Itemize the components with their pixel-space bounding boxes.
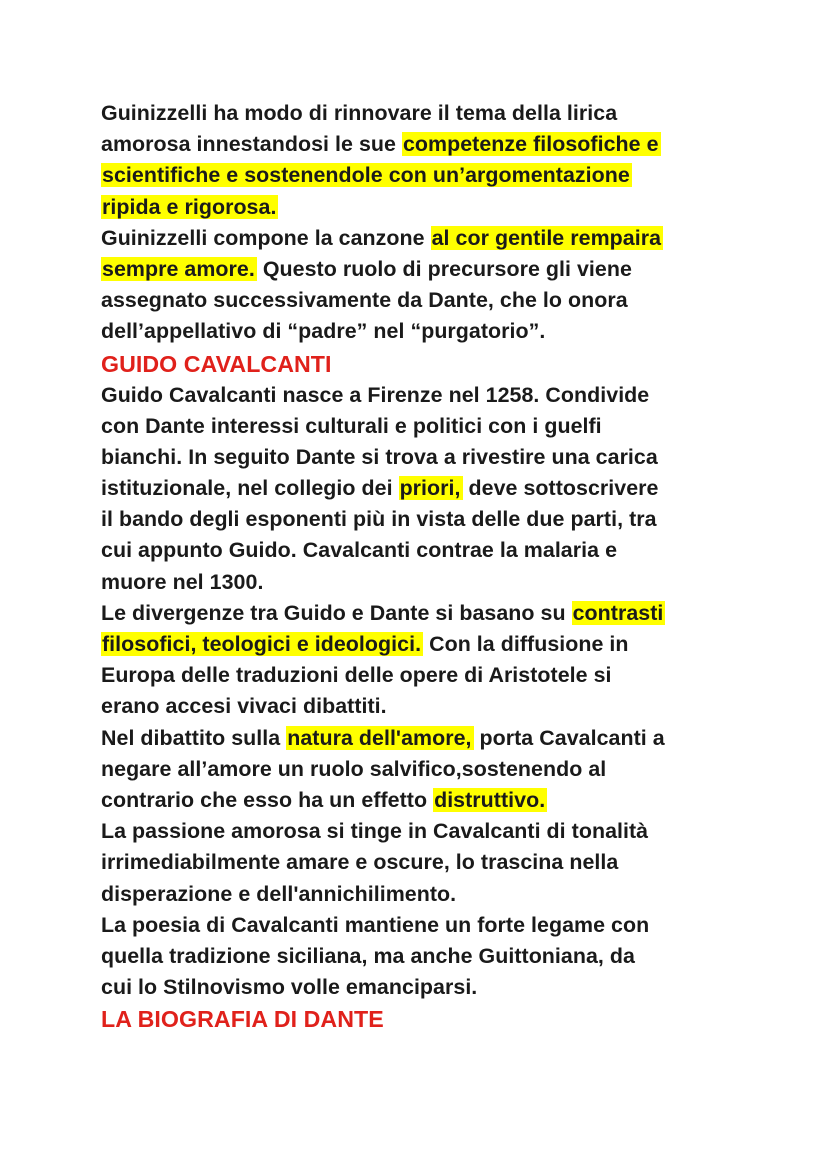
- text-segment: Questo ruolo di precursore gli viene: [256, 256, 632, 281]
- text-line: [101, 754, 741, 785]
- text-segment: dell’appellativo di “padre” nel “purgatorio”.: [101, 319, 546, 344]
- text-line: [101, 879, 741, 910]
- text-line: [101, 411, 741, 442]
- text-line: [101, 941, 741, 972]
- text-segment: Guido Cavalcanti nasce a Firenze nel 1258. Condivide: [101, 382, 650, 407]
- text-segment: bianchi. In seguito Dante si trova a rivestire una carica: [101, 444, 658, 469]
- text-segment: deve sottoscrivere: [462, 476, 659, 501]
- text-line: [101, 785, 741, 816]
- text-line: [101, 380, 741, 411]
- text-line: [101, 98, 741, 129]
- text-segment: negare all’amore un ruolo salvifico,sostenendo al: [101, 756, 607, 781]
- text-line: [101, 160, 741, 191]
- text-line: [101, 316, 741, 347]
- text-segment: La poesia di Cavalcanti mantiene un forte legame con: [101, 912, 650, 937]
- highlighted-text: distruttivo.: [434, 787, 546, 812]
- document-page: [101, 98, 741, 1035]
- text-line: [101, 535, 741, 566]
- text-segment: Le divergenze tra Guido e Dante si basano su: [101, 600, 572, 625]
- text-line: [101, 723, 741, 754]
- text-segment: Europa delle traduzioni delle opere di Aristotele si: [101, 663, 612, 688]
- text-segment: assegnato successivamente da Dante, che lo onora: [101, 288, 628, 313]
- text-line: [101, 254, 741, 285]
- text-line: [101, 972, 741, 1003]
- text-segment: disperazione e dell'annichilimento.: [101, 881, 457, 906]
- text-line: [101, 504, 741, 535]
- highlighted-text: natura dell'amore,: [287, 725, 472, 750]
- highlighted-text: filosofici, teologici e ideologici.: [102, 632, 422, 656]
- section-heading-cavalcanti: GUIDO CAVALCANTI: [101, 350, 332, 377]
- text-segment: La passione amorosa si tinge in Cavalcanti di tonalità: [101, 819, 649, 844]
- highlighted-text: contrasti: [572, 600, 664, 625]
- text-line: [101, 129, 741, 160]
- text-line: [101, 192, 741, 223]
- text-segment: cui appunto Guido. Cavalcanti contrae la malaria e: [101, 538, 618, 563]
- text-line: [101, 442, 741, 473]
- text-segment: Nel dibattito sulla: [101, 725, 287, 750]
- text-segment: istituzionale, nel collegio dei: [101, 476, 399, 501]
- text-segment: amorosa innestandosi le sue: [101, 132, 402, 157]
- highlighted-text: al cor gentile rempaira: [431, 225, 662, 250]
- text-line: [101, 223, 741, 254]
- text-segment: contrario che esso ha un effetto: [101, 787, 434, 812]
- text-segment: quella tradizione siciliana, ma anche Guittoniana, da: [101, 943, 635, 968]
- text-segment: Guinizzelli compone la canzone: [101, 225, 431, 250]
- text-line: [101, 816, 741, 847]
- text-segment: muore nel 1300.: [101, 569, 264, 594]
- text-segment: il bando degli esponenti più in vista delle due parti, tra: [101, 507, 657, 532]
- text-line: [101, 285, 741, 316]
- highlighted-text: scientifiche e sostenendole con un’argomentazione: [102, 163, 630, 188]
- highlighted-text: competenze filosofiche e: [402, 132, 659, 157]
- text-segment: Guinizzelli ha modo di rinnovare il tema della lirica: [101, 101, 618, 125]
- text-line: [101, 910, 741, 941]
- text-segment: porta Cavalcanti a: [473, 725, 665, 750]
- text-segment: Con la diffusione in: [423, 632, 629, 656]
- text-line: [101, 691, 741, 722]
- highlighted-text: sempre amore.: [102, 256, 255, 281]
- text-line: [101, 598, 741, 629]
- text-segment: erano accesi vivaci dibattiti.: [101, 694, 387, 719]
- text-line: [101, 629, 741, 660]
- text-segment: irrimediabilmente amare e oscure, lo trascina nella: [101, 850, 619, 875]
- text-line: [101, 660, 741, 691]
- highlighted-text: priori,: [399, 476, 461, 501]
- text-line: [101, 473, 741, 504]
- highlighted-text: ripida e rigorosa.: [102, 194, 277, 219]
- section-heading-biografia: LA BIOGRAFIA DI DANTE: [101, 1006, 384, 1033]
- text-line: [101, 847, 741, 878]
- text-segment: con Dante interessi culturali e politici con i guelfi: [101, 413, 602, 438]
- text-line: [101, 567, 741, 598]
- text-segment: cui lo Stilnovismo volle emanciparsi.: [101, 975, 478, 1000]
